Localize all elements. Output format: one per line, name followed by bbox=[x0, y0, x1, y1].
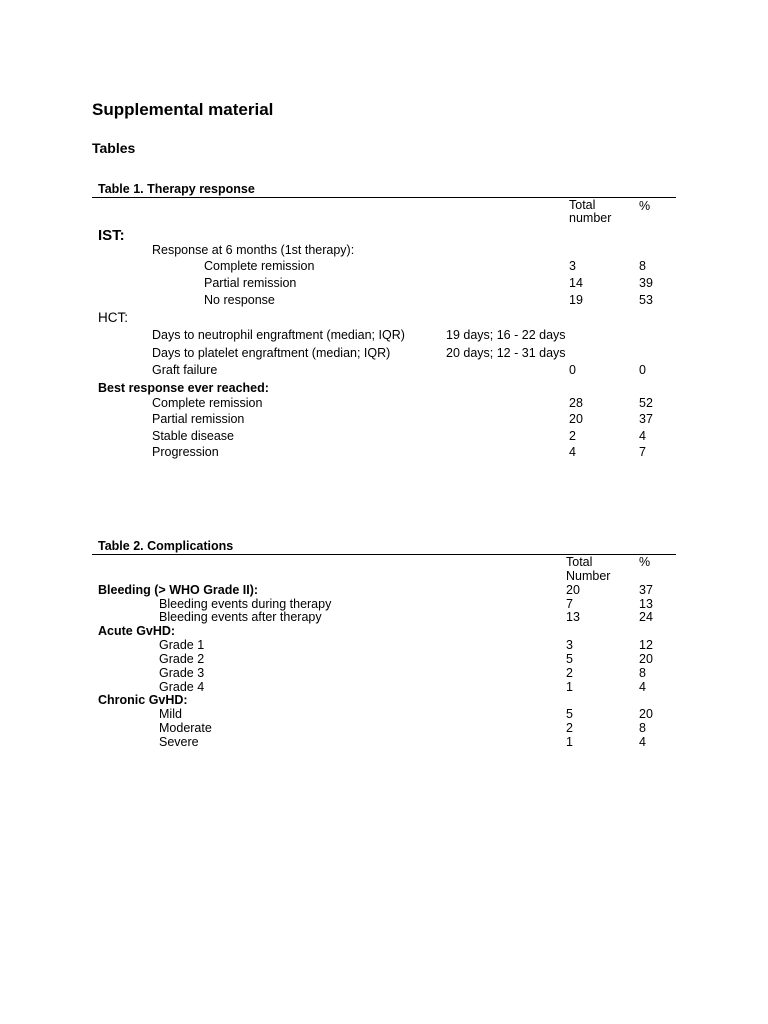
bleeding-pct: 37 bbox=[639, 583, 653, 597]
acute-row-pct: 12 bbox=[639, 638, 653, 652]
graft-failure-pct: 0 bbox=[639, 363, 646, 377]
ist-row-total: 14 bbox=[569, 276, 583, 290]
chronic-row-total: 5 bbox=[566, 707, 573, 721]
section-title: Tables bbox=[92, 140, 136, 156]
acute-gvhd-label: Acute GvHD: bbox=[98, 624, 176, 638]
bleeding-row-pct: 24 bbox=[639, 610, 653, 624]
best-row-total: 28 bbox=[569, 396, 583, 410]
best-response-label: Best response ever reached: bbox=[98, 381, 269, 395]
hct-row-value: 20 days; 12 - 31 days bbox=[446, 346, 566, 360]
acute-row-label: Grade 1 bbox=[159, 638, 205, 652]
chronic-row-pct: 20 bbox=[639, 707, 653, 721]
acute-row-pct: 20 bbox=[639, 652, 653, 666]
best-row-total: 20 bbox=[569, 412, 583, 426]
best-row-total: 4 bbox=[569, 445, 576, 459]
hct-label: HCT: bbox=[98, 310, 128, 325]
best-row-pct: 4 bbox=[639, 429, 646, 443]
table1-caption: Table 1. Therapy response bbox=[98, 182, 255, 196]
best-row-label: Progression bbox=[152, 445, 219, 459]
ist-row-pct: 8 bbox=[639, 259, 646, 273]
table1-header-pct: % bbox=[639, 199, 651, 213]
bleeding-row-total: 7 bbox=[566, 597, 573, 611]
chronic-gvhd-label: Chronic GvHD: bbox=[98, 693, 188, 707]
acute-row-label: Grade 2 bbox=[159, 652, 205, 666]
acute-row-total: 5 bbox=[566, 652, 573, 666]
bleeding-row-total: 13 bbox=[566, 610, 580, 624]
graft-failure-total: 0 bbox=[569, 363, 576, 377]
bleeding-label: Bleeding (> WHO Grade II): bbox=[98, 583, 259, 597]
bleeding-row-pct: 13 bbox=[639, 597, 653, 611]
chronic-row-label: Moderate bbox=[159, 721, 212, 735]
ist-label: IST: bbox=[98, 227, 125, 244]
best-row-pct: 52 bbox=[639, 396, 653, 410]
table2-header-total-line2: Number bbox=[566, 569, 611, 583]
ist-row-label: Complete remission bbox=[204, 259, 315, 273]
table2-caption: Table 2. Complications bbox=[98, 539, 234, 553]
acute-row-total: 2 bbox=[566, 666, 573, 680]
acute-row-total: 3 bbox=[566, 638, 573, 652]
best-row-total: 2 bbox=[569, 429, 576, 443]
graft-failure-label: Graft failure bbox=[152, 363, 218, 377]
page-title: Supplemental material bbox=[92, 100, 274, 119]
chronic-row-total: 2 bbox=[566, 721, 573, 735]
ist-row-pct: 39 bbox=[639, 276, 653, 290]
table1-header-total bbox=[569, 199, 611, 225]
acute-row-pct: 4 bbox=[639, 680, 646, 694]
chronic-row-label: Mild bbox=[159, 707, 182, 721]
acute-row-total: 1 bbox=[566, 680, 573, 694]
ist-row-total: 3 bbox=[569, 259, 576, 273]
acute-row-label: Grade 3 bbox=[159, 666, 205, 680]
table2-header-total bbox=[566, 556, 610, 583]
hct-row-label: Days to platelet engraftment (median; IQR) bbox=[152, 346, 391, 360]
ist-subheading: Response at 6 months (1st therapy): bbox=[152, 243, 355, 257]
table1-header-total-line1: Total bbox=[569, 198, 596, 212]
acute-row-pct: 8 bbox=[639, 666, 646, 680]
ist-row-label: No response bbox=[204, 293, 275, 307]
table2-header-pct: % bbox=[639, 555, 651, 569]
ist-row-pct: 53 bbox=[639, 293, 653, 307]
bleeding-row-label: Bleeding events during therapy bbox=[159, 597, 332, 611]
best-row-label: Stable disease bbox=[152, 429, 235, 443]
best-row-label: Partial remission bbox=[152, 412, 245, 426]
hct-row-value: 19 days; 16 - 22 days bbox=[446, 328, 566, 342]
bleeding-row-label: Bleeding events after therapy bbox=[159, 610, 322, 624]
chronic-row-label: Severe bbox=[159, 735, 199, 749]
ist-row-total: 19 bbox=[569, 293, 583, 307]
best-row-pct: 7 bbox=[639, 445, 646, 459]
hct-row-label: Days to neutrophil engraftment (median; IQR) bbox=[152, 328, 405, 342]
chronic-row-pct: 4 bbox=[639, 735, 646, 749]
chronic-row-pct: 8 bbox=[639, 721, 646, 735]
table1-header-total-line2: number bbox=[569, 211, 612, 225]
acute-row-label: Grade 4 bbox=[159, 680, 205, 694]
bleeding-total: 20 bbox=[566, 583, 580, 597]
ist-row-label: Partial remission bbox=[204, 276, 297, 290]
table2-header-total-line1: Total bbox=[566, 555, 593, 569]
best-row-pct: 37 bbox=[639, 412, 653, 426]
best-row-label: Complete remission bbox=[152, 396, 263, 410]
chronic-row-total: 1 bbox=[566, 735, 573, 749]
